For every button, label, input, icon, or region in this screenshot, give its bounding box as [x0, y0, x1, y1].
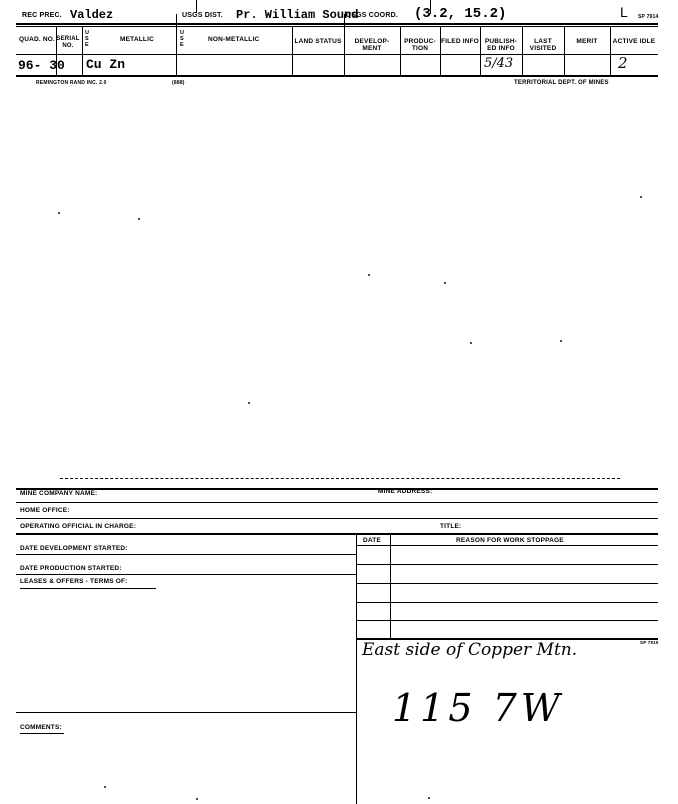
col-filed-info: FILED INFO [440, 38, 480, 45]
rule [16, 712, 356, 713]
stoppage-reason-header: REASON FOR WORK STOPPAGE [456, 537, 564, 544]
column-divider [82, 27, 83, 75]
handwritten-location: East side of Copper Mtn. [362, 640, 578, 660]
column-divider [610, 27, 611, 75]
rule [16, 488, 658, 490]
scan-speck [444, 282, 446, 284]
rule [16, 26, 658, 27]
comments-label: COMMENTS: [20, 724, 62, 731]
operating-official-label: OPERATING OFFICIAL IN CHARGE: [20, 523, 137, 530]
scan-speck [138, 218, 140, 220]
col-serial-no: SERIAL NO. [56, 36, 80, 49]
mine-company-name-label: MINE COMPANY NAME: [20, 490, 98, 497]
col-metallic: METALLIC [120, 36, 154, 43]
scan-speck [560, 340, 562, 342]
col-published-info: PUBLISH- ED INFO [484, 38, 518, 52]
col-merit: MERIT [576, 38, 598, 45]
printer-label: REMINGTON RAND INC. 2.0 [36, 80, 107, 86]
printer-code: (888) [172, 80, 185, 86]
rule [356, 564, 658, 565]
col-use-1: U S E [85, 30, 90, 48]
column-divider [356, 534, 357, 804]
scan-speck [248, 402, 250, 404]
scan-speck [640, 196, 642, 198]
col-quad-no: QUAD. NO. [18, 36, 56, 43]
usgs-dist-label: USGS DIST. [182, 12, 223, 19]
home-office-label: HOME OFFICE: [20, 507, 70, 514]
rule [20, 733, 64, 734]
column-divider [176, 14, 177, 76]
rule [356, 620, 658, 621]
col-production: PRODUC- TION [404, 38, 436, 52]
mine-address-label: MINE ADDRESS: [378, 488, 433, 495]
usgs-dist-value: Pr. William Sound [236, 8, 359, 22]
title-label: TITLE: [440, 523, 462, 530]
rec-prec-label: REC PREC. [22, 12, 62, 19]
form-number-bottom: SP 7915 [640, 640, 659, 645]
usgs-coord-value: (3.2, 15.2) [414, 6, 507, 22]
row-quad-serial: 96- 30 [18, 58, 65, 73]
scan-speck [368, 274, 370, 276]
column-divider [440, 27, 441, 75]
scan-speck [104, 786, 106, 788]
rule [16, 533, 658, 535]
date-production-label: DATE PRODUCTION STARTED: [20, 565, 122, 572]
rule [356, 545, 658, 546]
rule [16, 75, 658, 77]
rule [356, 583, 658, 584]
leases-label: LEASES & OFFERS - TERMS OF: [20, 578, 128, 585]
scan-speck [428, 797, 430, 799]
column-divider [390, 534, 391, 638]
rule [16, 574, 356, 575]
scan-speck [470, 342, 472, 344]
scan-speck [196, 798, 198, 800]
form-number-top: SP 7914 [638, 14, 659, 20]
col-development: DEVELOP- MENT [354, 38, 390, 52]
rule [20, 588, 156, 589]
column-divider [292, 27, 293, 75]
rule [16, 554, 356, 555]
stoppage-date-header: DATE [363, 537, 382, 544]
handwritten-code: 115 7W [392, 686, 564, 730]
rule [60, 478, 620, 479]
column-divider [564, 27, 565, 75]
col-use-2: U S E [180, 30, 185, 48]
row-active: 2 [618, 54, 628, 72]
col-active-idle: ACTIVE IDLE [612, 38, 656, 45]
rec-prec-value: Valdez [70, 8, 114, 22]
col-land-status: LAND STATUS [294, 38, 342, 45]
date-development-label: DATE DEVELOPMENT STARTED: [20, 545, 128, 552]
usgs-coord-label: USGS COORD. [346, 12, 398, 19]
rule [16, 54, 658, 55]
department-label: TERRITORIAL DEPT. OF MINES [514, 80, 609, 86]
rule [16, 518, 658, 519]
rule [16, 502, 658, 503]
rule [16, 23, 658, 25]
col-last-visited: LAST VISITED [529, 38, 557, 52]
corner-mark: L [620, 4, 628, 20]
scan-speck [58, 212, 60, 214]
row-published: 5/43 [484, 56, 514, 71]
rule [356, 602, 658, 603]
row-metallic: Cu Zn [86, 57, 126, 72]
col-non-metallic: NON-METALLIC [208, 36, 260, 43]
